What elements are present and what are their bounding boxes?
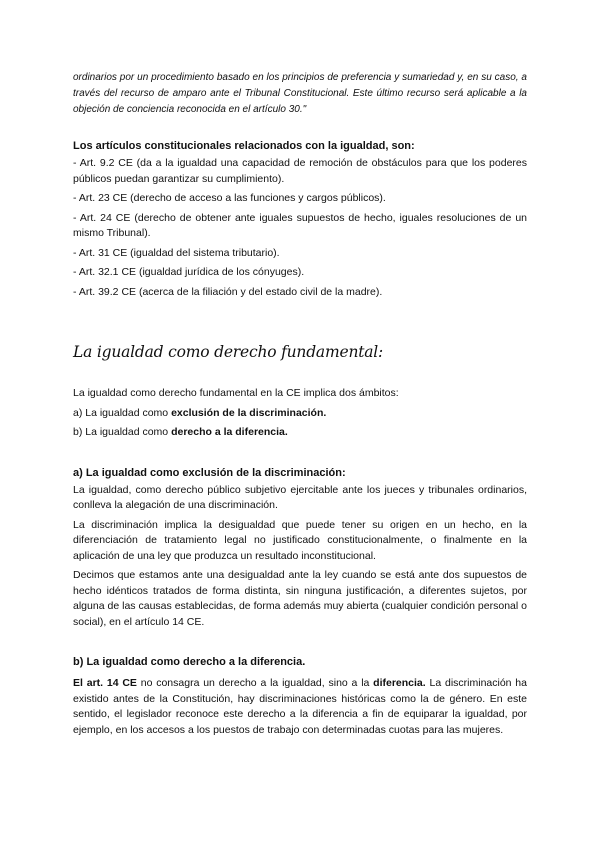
article-item: - Art. 23 CE (derecho de acceso a las funciones y cargos públicos). xyxy=(73,192,386,204)
article-item: - Art. 9.2 CE (da a la igualdad una capacidad de remoción de obstáculos para que los poderes públicos puedan garantizar su cumplimiento). xyxy=(73,157,527,185)
fundamental-intro: La igualdad como derecho fundamental en la CE implica dos ámbitos: xyxy=(73,387,399,399)
articles-heading: Los artículos constitucionales relacionados con la igualdad, son: xyxy=(73,140,415,152)
article-item: - Art. 39.2 CE (acerca de la filiación y del estado civil de la madre). xyxy=(73,285,383,298)
section-title: La igualdad como derecho fundamental: xyxy=(73,343,384,361)
quote-paragraph: ordinarios por un procedimiento basado en los principios de preferencia y sumariedad y, en su caso, a través del recurso de amparo ante el Tribunal Constitucional. Este último recurso será aplicable a la objeción de conciencia reconocida en el artículo 30." xyxy=(73,72,527,115)
section-a-paragraph: La discriminación implica la desigualdad que puede tener su origen en un hecho, en la diferenciación de tratamiento legal no justificado constitucionalmente, o finalmente en la aplicación de una ley que produzca un resultado inconstitucional. xyxy=(73,518,527,562)
article-item: - Art. 31 CE (igualdad del sistema tributario). xyxy=(73,246,280,259)
section-a-paragraph: La igualdad, como derecho público subjetivo ejercitable ante los jueces y tribunales ordinarios, conlleva la alegación de una discriminación. xyxy=(73,483,527,511)
scope-b: b) La igualdad como derecho a la diferencia. xyxy=(73,426,288,438)
section-b-paragraph: El art. 14 CE no consagra un derecho a la igualdad, sino a la diferencia. La discriminación ha existido antes de la Constitución, hay discriminaciones históricas como la de género. En este sentido, el legislador reconoce este derecho a la diferencia a fin de equiparar la igualdad, por ejemplo, en los accesos a los puestos de trabajo con determinadas cuotas para las mujeres. xyxy=(73,677,527,736)
document-content xyxy=(73,70,527,738)
scope-a: a) La igualdad como exclusión de la discriminación. xyxy=(73,406,327,419)
section-b-heading: b) La igualdad como derecho a la diferencia. xyxy=(73,656,306,668)
article-item: - Art. 24 CE (derecho de obtener ante iguales supuestos de hecho, iguales resoluciones de un mismo Tribunal). xyxy=(73,211,527,239)
section-a-heading: a) La igualdad como exclusión de la discriminación: xyxy=(73,466,346,479)
article-item: - Art. 32.1 CE (igualdad jurídica de los cónyuges). xyxy=(73,266,305,278)
section-a-paragraph: Decimos que estamos ante una desigualdad ante la ley cuando se está ante dos supuestos de hecho idénticos tratados de forma distinta, sin ninguna justificación, a diferentes sujetos, por alguna de las causas establecidas, de forma además muy abierta (cualquier condición personal o social), en el artículo 14 CE. xyxy=(73,569,527,628)
